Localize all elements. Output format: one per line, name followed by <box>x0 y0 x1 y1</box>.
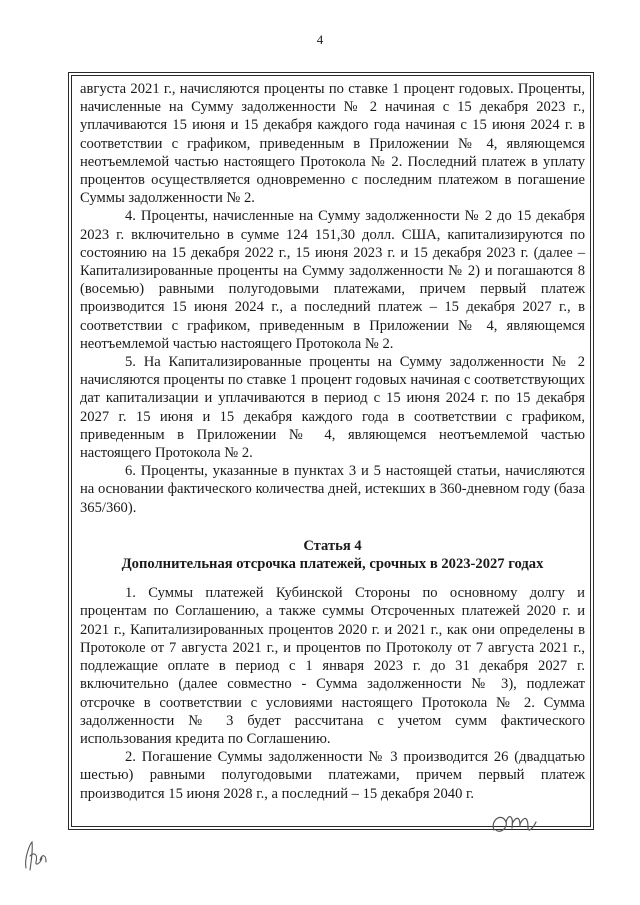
article-paragraph-2: 2. Погашение Суммы задолженности № 3 производится 26 (двадцатью шестью) равными полугодовыми платежами, причем первый платеж производится 15 июня 2028 г., а последний – 15 декабря 2040 г. <box>80 749 585 802</box>
signature-initials <box>488 810 544 840</box>
page-number: 4 <box>316 32 324 47</box>
article-subtitle: Дополнительная отсрочка платежей, срочных в 2023-2027 годах <box>121 556 544 573</box>
paragraph-continuation: августа 2021 г., начисляются проценты по ставке 1 процент годовых. Проценты, начисленные на Сумму задолженности № 2 начиная с 15 декабря 2023 г., уплачиваются 15 июня и 15 декабря каждого года начиная с 15 июня 2024 г. в соответствии с графиком, приведенным в Приложении № 4, являющемся неотъемлемой частью настоящего Протокола № 2. Последний платеж в уплату процентов осуществляется одновременно с последним платежом в погашение Суммы задолженности № 2. <box>80 81 585 207</box>
paragraph-item-5: 5. На Капитализированные проценты на Сумму задолженности № 2 начисляются проценты по ставке 1 процент годовых начиная с соответствующих дат капитализации и уплачиваются в период с 15 июня 2024 г. по 15 декабря 2027 г. 15 июня и 15 декабря каждого года в соответствии с графиком, приведенным в Приложении № 4, являющемся неотъемлемой частью настоящего Протокола № 2. <box>80 354 585 462</box>
paragraph-item-4: 4. Проценты, начисленные на Сумму задолженности № 2 до 15 декабря 2023 г. включительно в сумме 124 151,30 долл. США, капитализируются по состоянию на 15 декабря 2022 г., 15 июня 2023 г. и 15 декабря 2023 г. (далее – Капитализированные проценты на Сумму задолженности № 2) и погашаются 8 (восемью) равными полугодовыми платежами, причем первый платеж производится 15 июня 2024 г., а последний платеж – 15 декабря 2027 г., в соответствии с графиком, приведенным в Приложении № 4, являющемся неотъемлемой частью настоящего Протокола № 2. <box>80 208 585 352</box>
margin-signature-mark <box>20 838 50 874</box>
article-title: Статья 4 <box>303 537 362 554</box>
document-body <box>80 80 585 803</box>
article-paragraph-1: 1. Суммы платежей Кубинской Стороны по основному долгу и процентам по Соглашению, а также суммы Отсроченных платежей 2020 г. и 2021 г., Капитализированных процентов 2020 г. и 2021 г., как они определены в Протоколе от 7 августа 2021 г., и процентов по Протоколу от 7 августа 2021 г., подлежащие оплате в период с 1 января 2023 г. до 31 декабря 2027 г. включительно (далее совместно - Сумма задолженности № 3), подлежат отсрочке в соответствии с условиями настоящего Протокола № 2. Сумма задолженности № 3 будет рассчитана с учетом сумм фактического использования кредита по Соглашению. <box>80 585 585 747</box>
paragraph-item-6: 6. Проценты, указанные в пунктах 3 и 5 настоящей статьи, начисляются на основании фактического количества дней, истекших в 360-дневном году (база 365/360). <box>80 463 585 516</box>
